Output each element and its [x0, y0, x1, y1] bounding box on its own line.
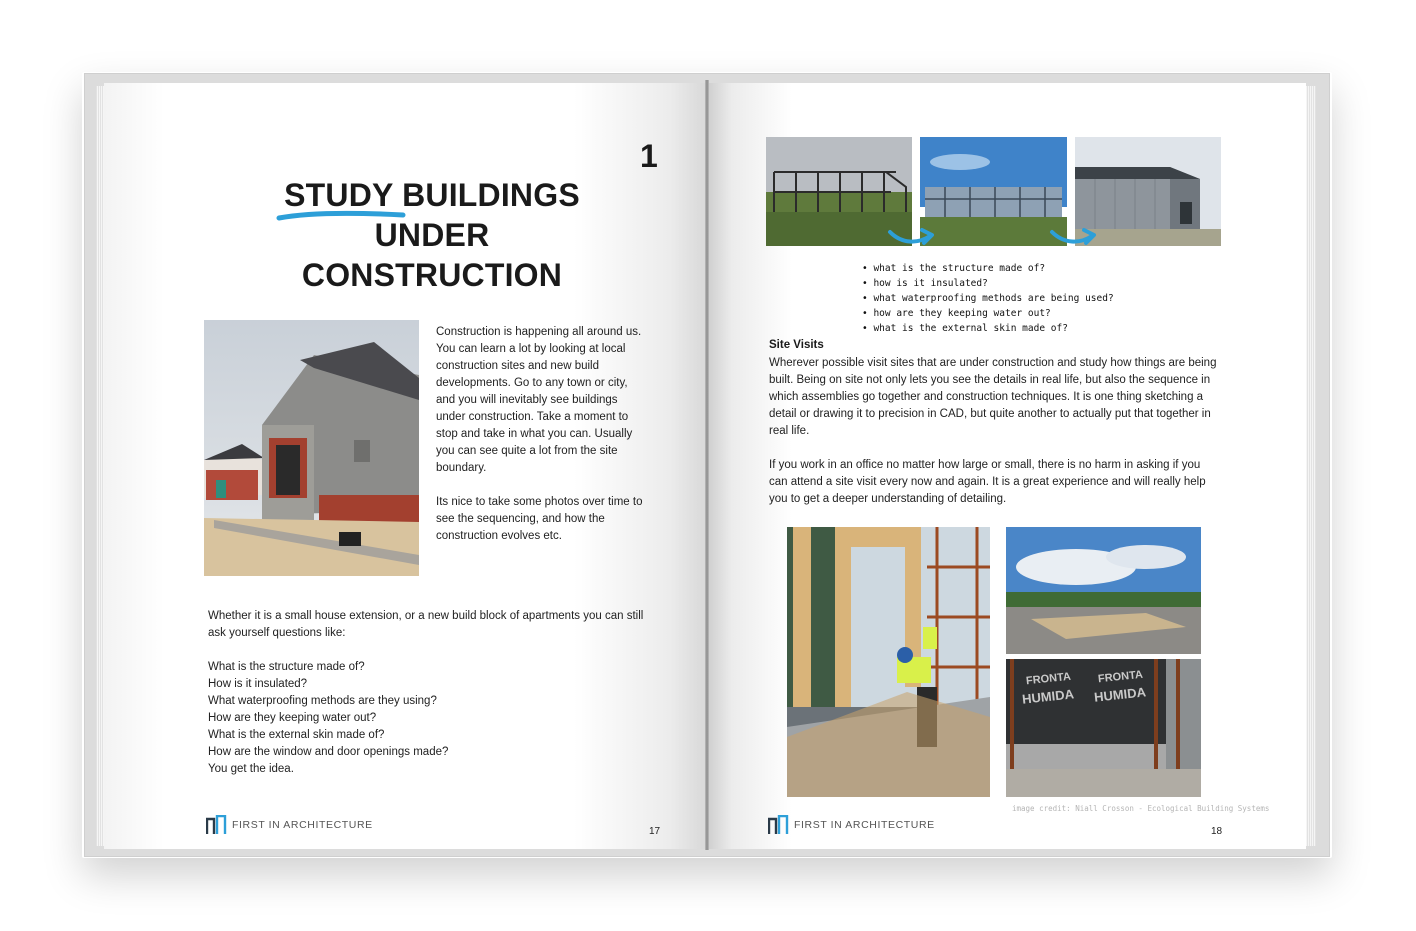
note-item: • what is the structure made of?	[862, 261, 1114, 276]
question-item: What waterproofing methods are they using?	[208, 695, 437, 707]
book-spine	[705, 80, 709, 850]
site-visits-text	[769, 355, 1221, 525]
questions-list	[208, 659, 448, 778]
footer-logo-right	[768, 815, 935, 835]
note-item: • what is the external skin made of?	[862, 321, 1114, 336]
membrane-print-4: HUMIDA	[1093, 684, 1147, 705]
question-item: What is the external skin made of?	[208, 729, 385, 741]
site-visits-paragraph-2: If you work in an office no matter how large or small, there is no harm in asking if you can attend a site visit every now and again. It is a great experience and will really help you to get a deeper understanding of detailing.	[769, 459, 1206, 505]
page-number-left: 17	[649, 826, 661, 837]
arrow-icon	[886, 222, 938, 248]
building-logo-icon	[768, 815, 790, 835]
question-item: How is it insulated?	[208, 678, 308, 690]
membrane-print-3: FRONTA	[1097, 668, 1144, 686]
clad-frame-photo	[920, 137, 1067, 246]
building-logo-icon	[206, 815, 228, 835]
intro-text	[436, 324, 648, 562]
membrane-print-2: HUMIDA	[1021, 686, 1075, 707]
title-line-3: CONSTRUCTION	[301, 257, 563, 293]
page-edges-right	[1306, 86, 1316, 846]
image-credit: image credit: Niall Crosson - Ecological Building Systems	[1012, 804, 1270, 813]
note-item: • how is it insulated?	[862, 276, 1114, 291]
page-edges-left	[96, 86, 104, 846]
questions-intro: Whether it is a small house extension, or a new build block of apartments you can still ask yourself questions like:	[208, 610, 644, 639]
question-item: You get the idea.	[208, 763, 294, 775]
question-item: How are the window and door openings made?	[208, 746, 449, 758]
arrow-icon	[1048, 222, 1100, 248]
logo-text: FIRST IN ARCHITECTURE	[794, 819, 935, 831]
footer-logo-left	[206, 815, 373, 835]
intro-paragraph-1: Construction is happening all around us. You can learn a lot by looking at local construction sites and new build developments. Go to any town or city, and you will inevitably see buildings under construction. Take a moment to stop and take in what you can. Usually you can see quite a lot from the site boundary.	[436, 326, 642, 474]
chapter-number: 1	[640, 138, 658, 174]
logo-text: FIRST IN ARCHITECTURE	[232, 819, 373, 831]
section-heading: Site Visits	[769, 339, 824, 351]
timber-frame-workers-photo	[787, 527, 990, 797]
house-construction-photo	[204, 320, 419, 576]
handwritten-notes	[862, 261, 1114, 336]
foundation-site-photo	[1006, 527, 1201, 654]
title-line-1: STUDY BUILDINGS	[284, 177, 580, 213]
chapter-title	[232, 175, 632, 295]
intro-paragraph-2: Its nice to take some photos over time to see the sequencing, and how the construction evolves etc.	[436, 496, 643, 542]
page-number-right: 18	[1211, 826, 1223, 837]
title-line-2: UNDER	[374, 217, 490, 253]
question-item: How are they keeping water out?	[208, 712, 377, 724]
question-item: What is the structure made of?	[208, 661, 365, 673]
membrane-wall-photo	[1006, 659, 1201, 797]
membrane-print-1: FRONTA	[1025, 670, 1072, 688]
note-item: • what waterproofing methods are being used?	[862, 291, 1114, 306]
note-item: • how are they keeping water out?	[862, 306, 1114, 321]
site-visits-paragraph-1: Wherever possible visit sites that are under construction and study how things are being built. Being on site not only lets you see the details in real life, but also the sequence in which assemblies go together and construction techniques. It is one thing sketching a detail or drawing it to precision in CAD, but quite another to actually put that together in real life.	[769, 357, 1217, 437]
